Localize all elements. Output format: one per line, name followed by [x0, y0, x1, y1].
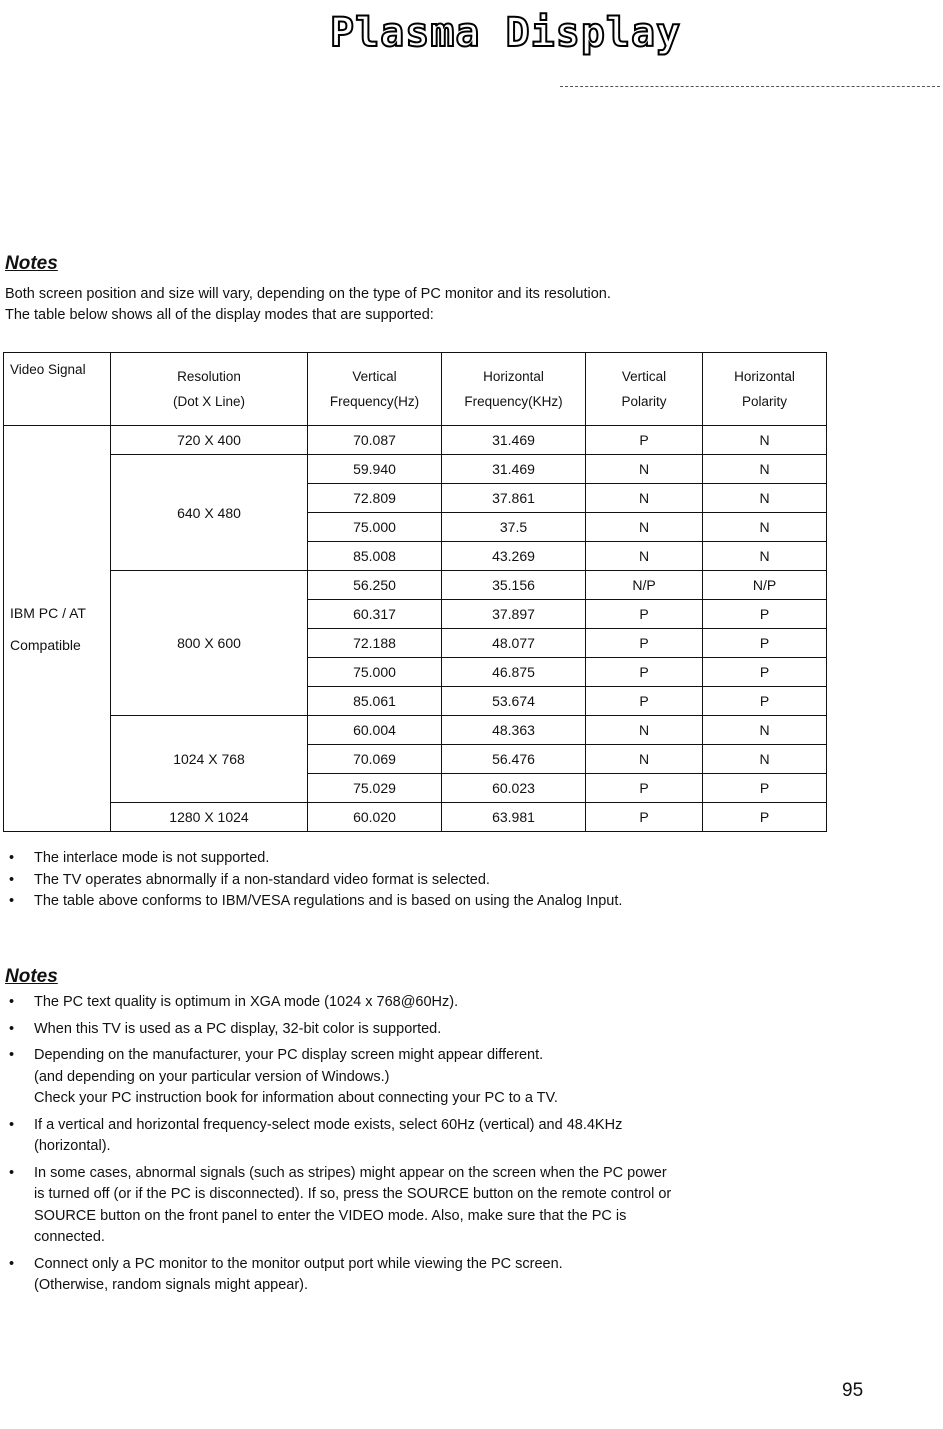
table-row: [4, 803, 827, 832]
display-modes-table: [3, 352, 827, 832]
vertical-frequency-cell: 75.000: [308, 658, 442, 687]
bullet-line: • The PC text quality is optimum in XGA mode (1024 x 768@60Hz).: [34, 994, 459, 1010]
vertical-polarity-cell: N: [586, 542, 703, 571]
bullet-line: • Connect only a PC monitor to the monitor output port while viewing the PC screen.: [34, 1255, 563, 1272]
bullet-item: [5, 1163, 905, 1249]
header-line: Frequency(KHz): [464, 394, 563, 409]
header-line: Vertical: [352, 369, 397, 384]
table-row: [4, 455, 827, 484]
bullet-line: (horizontal).: [34, 1138, 111, 1154]
header-line: Horizontal: [734, 369, 795, 384]
vertical-frequency-cell: 72.809: [308, 484, 442, 513]
vertical-polarity-cell: N: [586, 716, 703, 745]
horizontal-polarity-cell: P: [703, 600, 827, 629]
horizontal-frequency-cell: 53.674: [442, 687, 586, 716]
vertical-polarity-cell: N: [586, 513, 703, 542]
column-header: [111, 353, 308, 426]
horizontal-frequency-cell: 60.023: [442, 774, 586, 803]
horizontal-polarity-cell: P: [703, 658, 827, 687]
bullet-line: • In some cases, abnormal signals (such as stripes) might appear on the screen when the PC power: [34, 1164, 667, 1181]
bullet-item: [5, 1254, 905, 1297]
header-line: Resolution: [177, 369, 241, 384]
vertical-polarity-cell: P: [586, 687, 703, 716]
bullet-item: [5, 1019, 905, 1041]
horizontal-polarity-cell: N: [703, 716, 827, 745]
vertical-frequency-cell: 70.069: [308, 745, 442, 774]
resolution-cell: 1280 X 1024: [111, 803, 308, 832]
vertical-polarity-cell: P: [586, 803, 703, 832]
table-row: [4, 716, 827, 745]
bullet-line: is turned off (or if the PC is disconnected). If so, press the SOURCE button on the remote control or: [34, 1186, 672, 1202]
header-line: (Dot X Line): [172, 394, 246, 409]
header-line: Video Signal: [10, 362, 86, 377]
vertical-polarity-cell: N: [586, 484, 703, 513]
vertical-frequency-cell: 75.000: [308, 513, 442, 542]
horizontal-frequency-cell: 37.861: [442, 484, 586, 513]
header-line: Horizontal: [483, 369, 544, 384]
bullet-line: Check your PC instruction book for information about connecting your PC to a TV.: [34, 1090, 558, 1106]
header-line: Polarity: [741, 394, 787, 409]
vertical-polarity-cell: N: [586, 455, 703, 484]
vertical-polarity-cell: P: [586, 600, 703, 629]
vertical-frequency-cell: 70.087: [308, 426, 442, 455]
vertical-frequency-cell: 60.317: [308, 600, 442, 629]
pc-notes-list: [5, 992, 905, 1302]
table-row: [4, 426, 827, 455]
header-line: Frequency(Hz): [329, 394, 420, 409]
vertical-frequency-cell: 56.250: [308, 571, 442, 600]
vertical-polarity-cell: P: [586, 629, 703, 658]
vertical-polarity-cell: P: [586, 774, 703, 803]
horizontal-frequency-cell: 31.469: [442, 455, 586, 484]
horizontal-frequency-cell: 48.363: [442, 716, 586, 745]
page-number: 95: [842, 1380, 864, 1401]
resolution-cell: 1024 X 768: [111, 716, 308, 803]
horizontal-polarity-cell: N: [703, 542, 827, 571]
horizontal-frequency-cell: 37.897: [442, 600, 586, 629]
horizontal-frequency-cell: 35.156: [442, 571, 586, 600]
title-divider: [560, 86, 940, 87]
horizontal-frequency-cell: 48.077: [442, 629, 586, 658]
horizontal-frequency-cell: 63.981: [442, 803, 586, 832]
horizontal-frequency-cell: 31.469: [442, 426, 586, 455]
vertical-frequency-cell: 60.020: [308, 803, 442, 832]
notes-intro: [5, 284, 611, 326]
bullet-line: SOURCE button on the front panel to enter the VIDEO mode. Also, make sure that the PC is: [34, 1207, 627, 1224]
horizontal-polarity-cell: P: [703, 803, 827, 832]
horizontal-frequency-cell: 43.269: [442, 542, 586, 571]
intro-line: Both screen position and size will vary, depending on the type of PC monitor and its resolution.: [5, 286, 611, 302]
notes-heading: Notes: [5, 253, 58, 274]
vertical-frequency-cell: 85.061: [308, 687, 442, 716]
vertical-frequency-cell: 72.188: [308, 629, 442, 658]
bullet-item: [5, 1115, 905, 1158]
horizontal-polarity-cell: N: [703, 484, 827, 513]
header-line: Vertical: [621, 369, 667, 384]
bullet-item: • The table above conforms to IBM/VESA regulations and is based on using the Analog Input.: [5, 891, 622, 913]
horizontal-polarity-cell: N: [703, 455, 827, 484]
vertical-frequency-cell: 85.008: [308, 542, 442, 571]
page-title: Plasma Display: [330, 10, 682, 56]
bullet-item: [5, 1045, 905, 1110]
horizontal-polarity-cell: N: [703, 426, 827, 455]
horizontal-polarity-cell: P: [703, 687, 827, 716]
column-header: [4, 353, 111, 426]
resolution-cell: 800 X 600: [111, 571, 308, 716]
column-header: [442, 353, 586, 426]
horizontal-polarity-cell: P: [703, 774, 827, 803]
column-header: [703, 353, 827, 426]
vertical-polarity-cell: P: [586, 426, 703, 455]
bullet-line: • Depending on the manufacturer, your PC display screen might appear different.: [34, 1047, 544, 1063]
bullet-line: (Otherwise, random signals might appear).: [34, 1277, 309, 1293]
bullet-line: connected.: [34, 1229, 105, 1245]
table-row: [4, 571, 827, 600]
bullet-line: • When this TV is used as a PC display, 32-bit color is supported.: [34, 1020, 442, 1037]
header-line: Polarity: [621, 394, 667, 409]
horizontal-frequency-cell: 46.875: [442, 658, 586, 687]
video-signal-line: Compatible: [10, 636, 81, 653]
column-header: [586, 353, 703, 426]
table-notes-list: [5, 848, 622, 913]
horizontal-frequency-cell: 37.5: [442, 513, 586, 542]
bullet-line: (and depending on your particular version of Windows.): [34, 1068, 390, 1085]
intro-line: The table below shows all of the display modes that are supported:: [5, 307, 434, 323]
vertical-frequency-cell: 60.004: [308, 716, 442, 745]
vertical-polarity-cell: N: [586, 745, 703, 774]
vertical-polarity-cell: P: [586, 658, 703, 687]
bullet-item: • The interlace mode is not supported.: [5, 848, 622, 870]
bullet-item: • The TV operates abnormally if a non-standard video format is selected.: [5, 870, 622, 892]
horizontal-frequency-cell: 56.476: [442, 745, 586, 774]
video-signal-cell: [4, 426, 111, 832]
column-header: [308, 353, 442, 426]
bullet-line: • If a vertical and horizontal frequency-select mode exists, select 60Hz (vertical) and 48.4KHz: [34, 1116, 623, 1133]
resolution-cell: 720 X 400: [111, 426, 308, 455]
horizontal-polarity-cell: N/P: [703, 571, 827, 600]
horizontal-polarity-cell: N: [703, 745, 827, 774]
horizontal-polarity-cell: N: [703, 513, 827, 542]
notes-heading-2: Notes: [5, 966, 58, 987]
bullet-item: [5, 992, 905, 1014]
vertical-polarity-cell: N/P: [586, 571, 703, 600]
horizontal-polarity-cell: P: [703, 629, 827, 658]
vertical-frequency-cell: 75.029: [308, 774, 442, 803]
vertical-frequency-cell: 59.940: [308, 455, 442, 484]
resolution-cell: 640 X 480: [111, 455, 308, 571]
video-signal-line: IBM PC / AT: [10, 604, 86, 621]
